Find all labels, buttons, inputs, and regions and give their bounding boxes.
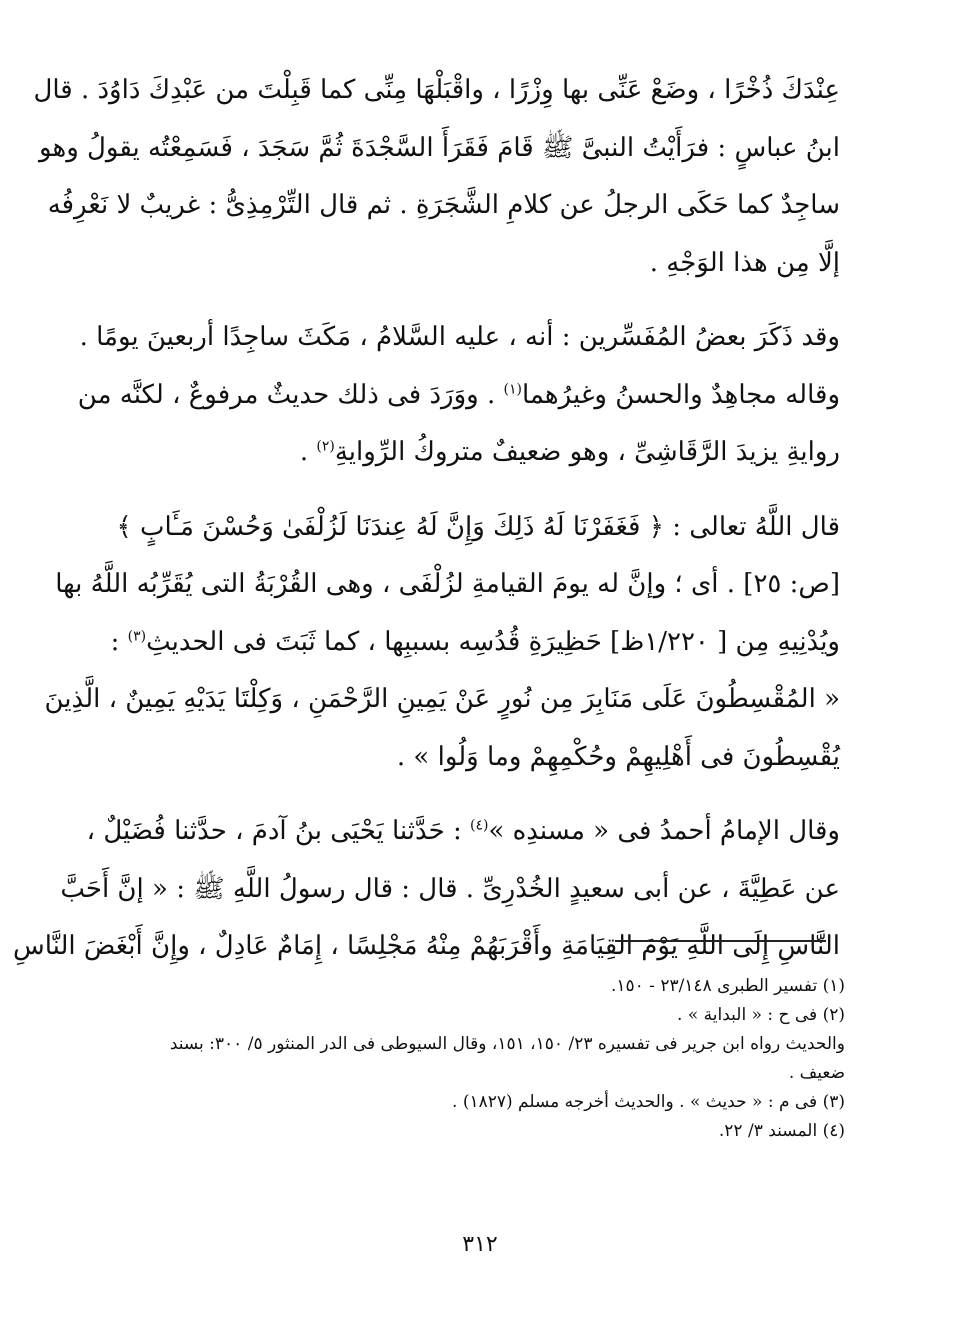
paragraph-2 (77, 309, 840, 482)
text-segment: : حَدَّثنا يَحْيَى بنُ آدمَ ، حدَّثنا فُضَيْلٌ ، (86, 816, 471, 846)
text-segment: : (110, 626, 128, 657)
page-number: ٣١٢ (462, 1232, 498, 1257)
text-line: ساجِدٌ كما حَكَى الرجلُ عن كلامِ الشَّجَرَةِ . ثم قال التِّرْمِذِىُّ : غريبٌ لا نَعْرِفُه (47, 190, 840, 220)
text-segment: . ووَرَدَ فى ذلك حديثٌ مرفوعٌ ، لكنَّه من (77, 379, 496, 410)
text-segment: وقاله مجاهِدٌ والحسنُ وغيرُهما (521, 379, 840, 410)
text-segment: . (299, 437, 317, 467)
footnote-4: (٤) المسند ٣/ ٢٢. (718, 1121, 845, 1141)
footnotes (115, 972, 845, 1146)
text-line (86, 803, 840, 861)
footnote-marker-2: (٢) (316, 438, 335, 455)
hadith-line: يُقْسِطُونَ فى أَهْلِيهِمْ وحُكْمِهِمْ وما وَلُوا » . (396, 741, 840, 772)
footnote-2-continued: ضعيف . (788, 1063, 845, 1083)
quran-verse-line: قال اللَّهُ تعالى : ﴿ فَغَفَرْنَا لَهُ ذَلِكَ وَإِنَّ لَهُ عِندَنَا لَزُلْفَىٰ وَحُسْنَ مَـَٔابٍ ﴾ (116, 511, 840, 542)
footnote-1: (١) تفسير الطبرى ٢٣/١٤٨ - ١٥٠. (610, 976, 845, 996)
footnote-marker-1: (١) (503, 380, 522, 397)
text-line: وقد ذَكَرَ بعضُ المُفَسِّرين : أنه ، عليه السَّلامُ ، مَكَثَ ساجِدًا أربعينَ يومًا . (79, 322, 840, 352)
text-line: إلَّا مِن هذا الوَجْهِ . (649, 247, 840, 278)
hadith-line: « المُقْسِطُونَ عَلَى مَنَابِرَ مِن نُورٍ عَنْ يَمِينِ الرَّحْمَنِ ، وَكِلْتَا يَدَيْهِ يَمِينٌ ، الَّذِينَ (44, 684, 840, 714)
text-line: عِنْدَكَ ذُخْرًا ، وضَعْ عَنِّى بها وِزْرًا ، واقْبَلْهَا مِنِّى كما قَبِلْتَ من عَبْدِكَ دَاوُدَ . قال (33, 75, 840, 105)
footnote-marker-4: (٤) (470, 817, 489, 834)
text-line (77, 367, 840, 425)
text-segment: وقال الإمامُ أحمدُ فى « مسندِه » (488, 816, 840, 846)
text-line: عن عَطِيَّةَ ، عن أبى سعيدٍ الخُدْرِىِّ . قال : قال رسولُ اللَّهِ ﷺ : « إنَّ أَحَبَّ (60, 873, 840, 904)
text-line: [ص: ٢٥] . أى ؛ وإنَّ له يومَ القيامةِ لزُلْفَى ، وهى القُرْبَةُ التى يُقَرِّبُه اللَّهُ بها (55, 569, 840, 599)
text-segment: روايةِ يزيدَ الرَّقَاشِىِّ ، وهو ضعيفٌ متروكُ الرِّوايةِ (334, 437, 840, 467)
footnote-2-continued: والحديث رواه ابن جرير فى تفسيره ٢٣/ ١٥٠، ١٥١، وقال السيوطى فى الدر المنثور ٥/ ٣٠٠: بسند (169, 1034, 845, 1054)
paragraph-3 (44, 499, 840, 787)
text-line: ابنُ عباسٍ : فرَأَيْتُ النبىَّ ﷺ قَامَ فَقَرَأَ السَّجْدَةَ ثُمَّ سَجَدَ ، فَسَمِعْتُه يقولُ وهو (39, 132, 840, 163)
main-text (12, 62, 840, 993)
text-line (110, 614, 840, 672)
text-line: النَّاسِ إِلَى اللَّهِ يَوْمَ القِيَامَةِ وأَقْرَبَهُمْ مِنْهُ مَجْلِسًا ، إِمَامٌ عَادِلٌ ، وإِنَّ أَبْغَضَ النَّاسِ (12, 931, 840, 961)
text-line (125, 424, 840, 482)
paragraph-1 (33, 62, 840, 292)
footnote-marker-3: (٣) (127, 627, 147, 644)
footnote-2: (٢) فى ح : « البداية » . (677, 1005, 845, 1025)
text-segment: ويُدْنِيهِ مِن [ ١/٢٢٠ظ] حَظِيرَةِ قُدُسِه بسببِها ، كما ثَبَتَ فى الحديثِ (146, 626, 840, 657)
footnote-divider (615, 940, 826, 942)
paragraph-4 (12, 803, 840, 976)
footnote-3: (٣) فى م : « حديث » . والحديث أخرجه مسلم (١٨٢٧) . (452, 1092, 845, 1112)
